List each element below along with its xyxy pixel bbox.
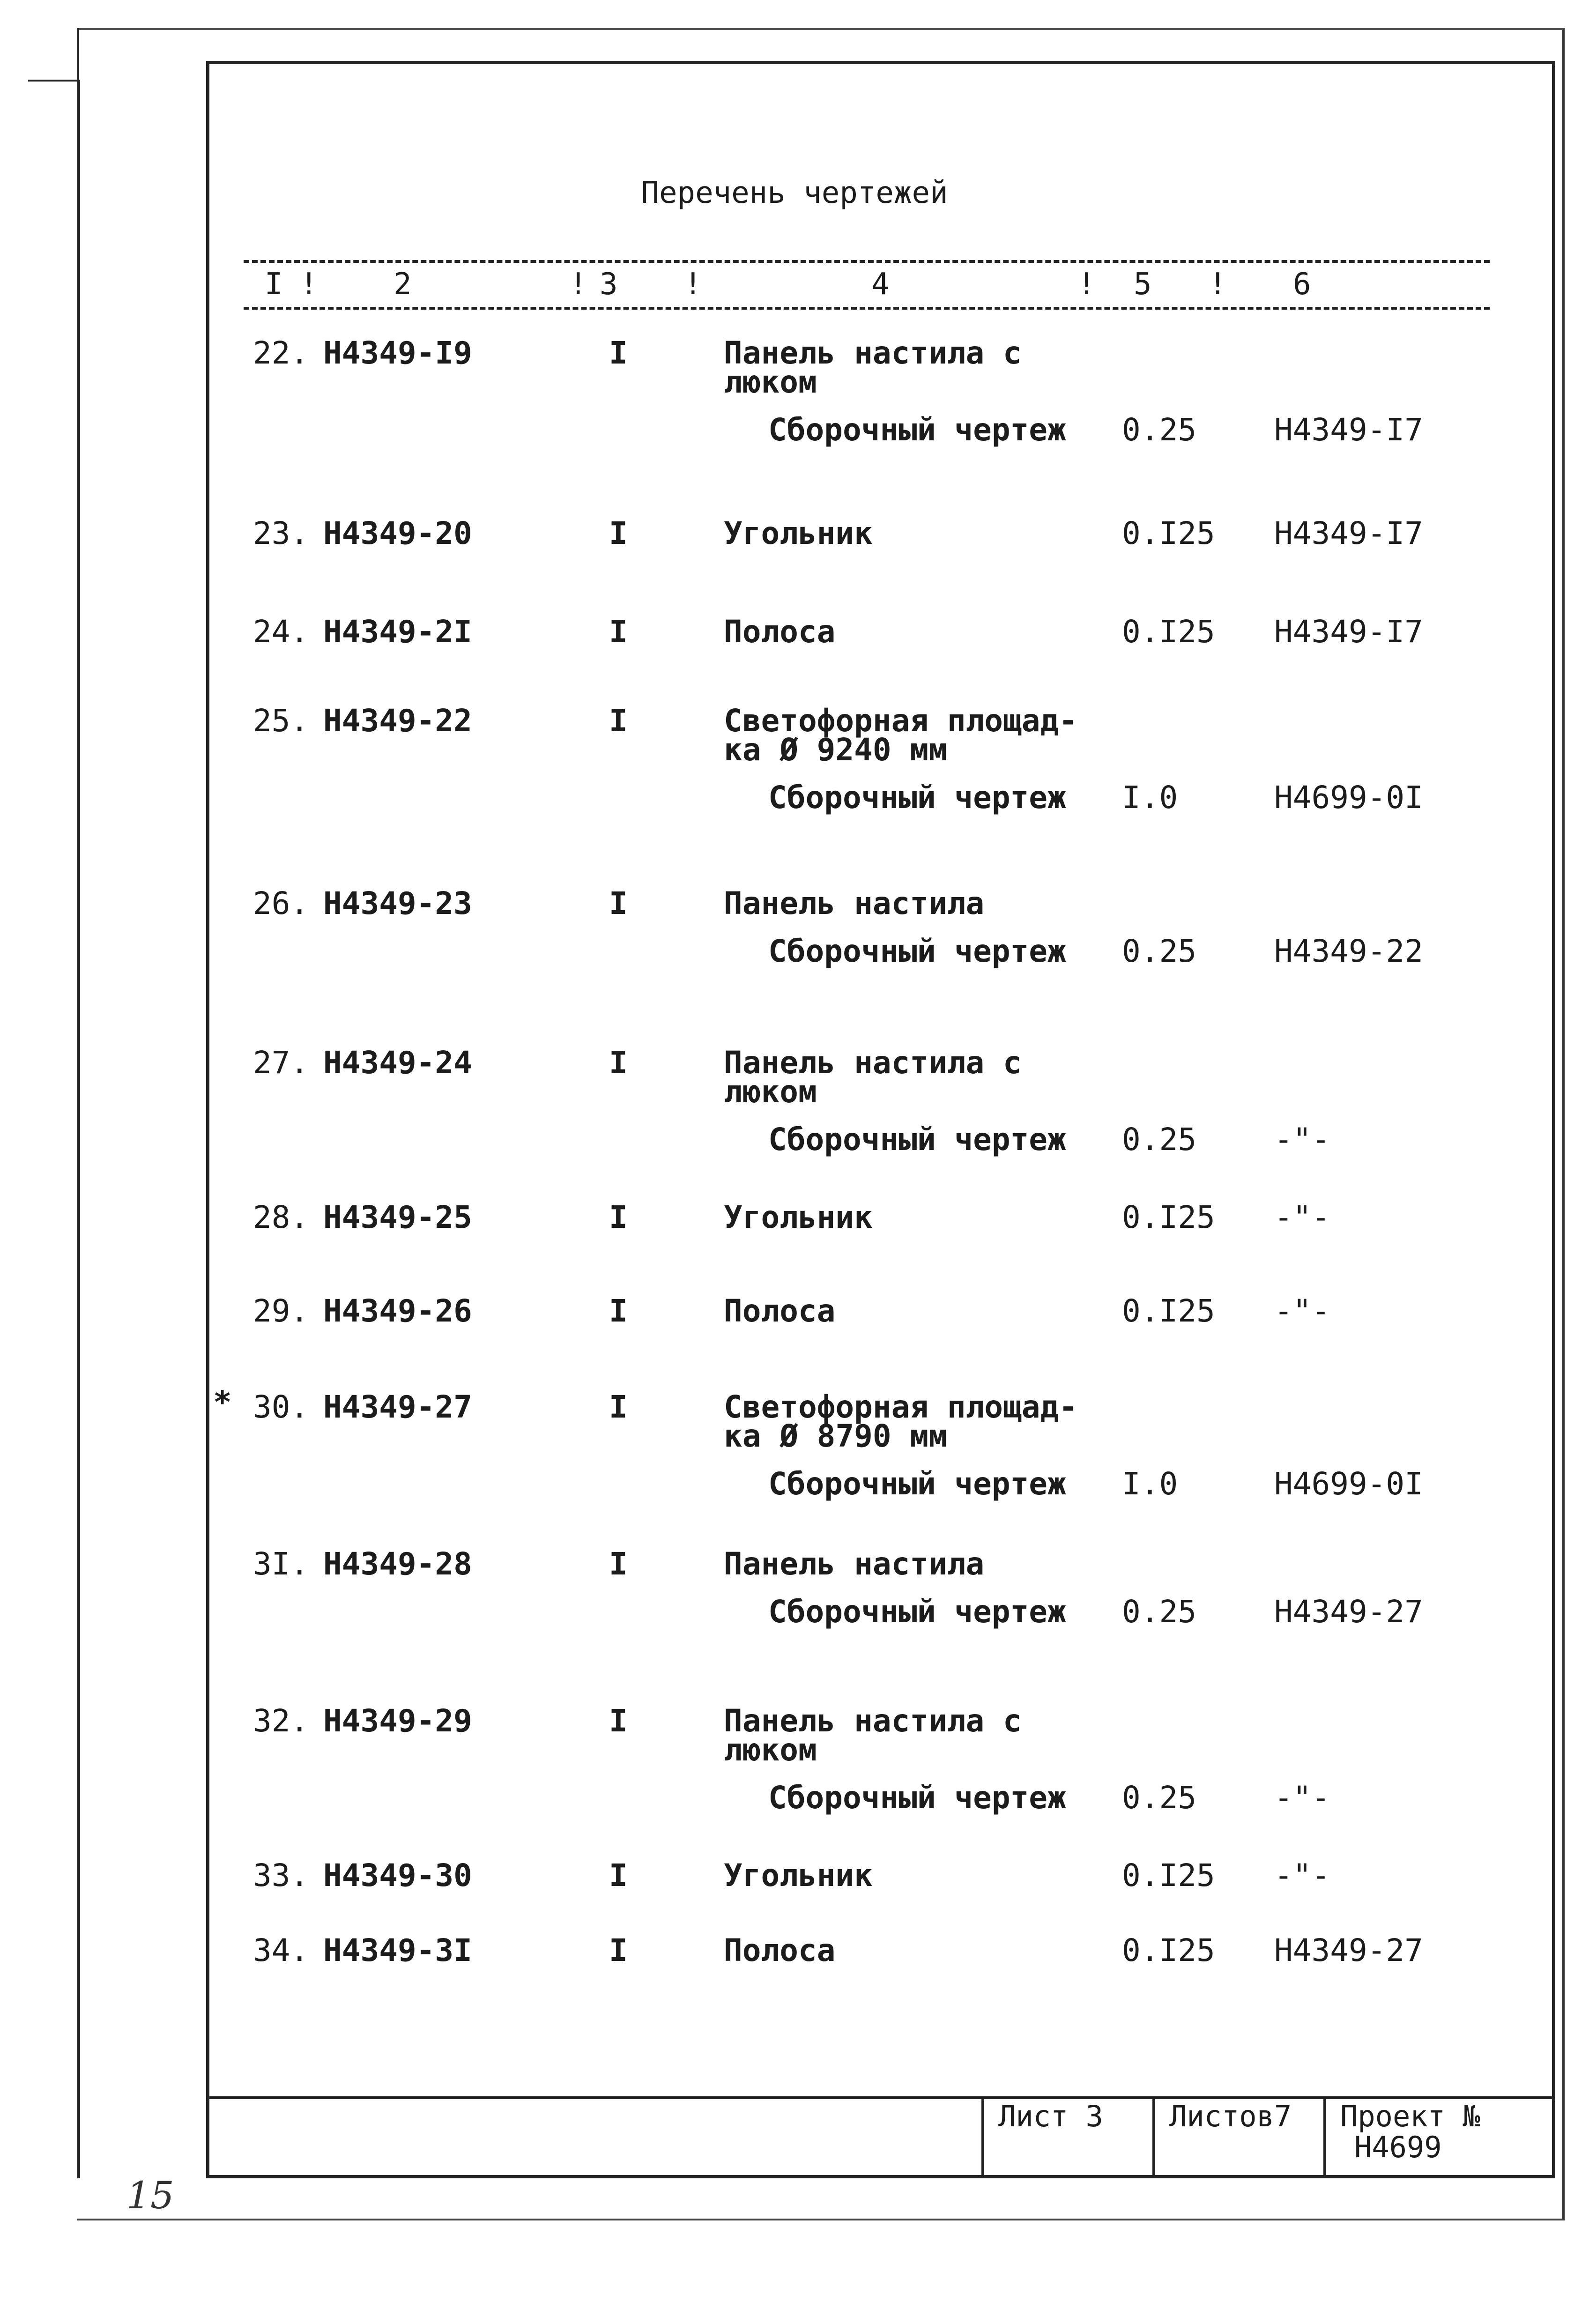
column-separator: ! — [569, 267, 587, 302]
row-number: 24. — [253, 614, 309, 650]
row-name-line: люком — [724, 1732, 817, 1768]
row-name-line: люком — [724, 1074, 817, 1110]
column-header-5: 5 — [1134, 267, 1152, 302]
row-drawing-code: Н4349-27 — [323, 1389, 472, 1425]
column-header-4: 4 — [871, 267, 890, 302]
row-name-line: Угольник — [724, 1857, 873, 1893]
row-drawing-code: Н4349-29 — [323, 1703, 472, 1739]
row-quantity: I — [609, 1389, 628, 1425]
corner-mark-vertical — [77, 28, 79, 80]
row-reference: Н4349-I7 — [1274, 412, 1423, 448]
row-name-line: Панель настила с — [724, 1703, 1022, 1739]
row-format-value: 0.25 — [1122, 1121, 1196, 1158]
row-number: 25. — [253, 703, 309, 739]
row-format-value: 0.25 — [1122, 412, 1196, 448]
row-number: 27. — [253, 1045, 309, 1081]
row-drawing-code: Н4349-25 — [323, 1199, 472, 1235]
row-number: 3I. — [253, 1546, 309, 1582]
row-quantity: I — [609, 1857, 628, 1893]
row-name-line: Угольник — [724, 1199, 873, 1235]
row-reference: Н4699-0I — [1274, 1466, 1423, 1502]
row-format-value: I.0 — [1122, 1466, 1178, 1502]
row-format-value: 0.25 — [1122, 1594, 1196, 1630]
header-dashed-bottom — [244, 307, 1490, 310]
row-format-value: 0.25 — [1122, 1780, 1196, 1816]
margin-handwritten-note: 15 — [126, 2174, 174, 2217]
row-quantity: I — [609, 1293, 628, 1329]
row-name-line: Сборочный чертеж — [768, 780, 1066, 816]
row-number: 23. — [253, 515, 309, 551]
column-separator: ! — [1077, 267, 1096, 302]
row-drawing-code: Н4349-24 — [323, 1045, 472, 1081]
sheets-total: Листов7 — [1169, 2099, 1292, 2133]
row-drawing-code: Н4349-30 — [323, 1857, 472, 1893]
row-name-line: Полоса — [724, 1932, 836, 1968]
row-number: 33. — [253, 1857, 309, 1893]
column-header-6: 6 — [1293, 267, 1311, 302]
row-quantity: I — [609, 1932, 628, 1968]
column-header-2: 2 — [394, 267, 412, 302]
row-quantity: I — [609, 885, 628, 921]
stamp-sheets-cell — [1152, 2096, 1326, 2176]
page-title: Перечень чертежей — [641, 176, 948, 210]
column-separator: ! — [684, 267, 702, 302]
row-reference: -"- — [1274, 1293, 1330, 1329]
row-name-line: ка Ø 8790 мм — [724, 1418, 947, 1454]
row-name-line: Сборочный чертеж — [768, 1594, 1066, 1630]
row-name-line: Угольник — [724, 515, 873, 551]
row-name-line: Панель настила с — [724, 1045, 1022, 1081]
row-name-line: Светофорная площад- — [724, 1389, 1077, 1425]
row-format-value: 0.25 — [1122, 933, 1196, 969]
row-quantity: I — [609, 335, 628, 371]
row-format-value: 0.I25 — [1122, 515, 1215, 551]
row-reference: -"- — [1274, 1857, 1330, 1893]
row-drawing-code: Н4349-3I — [323, 1932, 472, 1968]
row-drawing-code: Н4349-I9 — [323, 335, 472, 371]
row-name-line: Панель настила — [724, 885, 985, 921]
row-name-line: ка Ø 9240 мм — [724, 732, 947, 768]
row-reference: Н4699-0I — [1274, 780, 1423, 816]
row-drawing-code: Н4349-26 — [323, 1293, 472, 1329]
row-reference: -"- — [1274, 1121, 1330, 1158]
row-number: 22. — [253, 335, 309, 371]
row-quantity: I — [609, 515, 628, 551]
row-format-value: 0.I25 — [1122, 1199, 1215, 1235]
row-name-line: Полоса — [724, 1293, 836, 1329]
row-format-value: I.0 — [1122, 780, 1178, 816]
stamp-sheet-cell — [981, 2096, 1155, 2176]
row-reference: -"- — [1274, 1780, 1330, 1816]
project-code: Н4699 — [1354, 2130, 1442, 2164]
header-dashed-top — [244, 260, 1490, 263]
row-quantity: I — [609, 1546, 628, 1582]
row-drawing-code: Н4349-28 — [323, 1546, 472, 1582]
row-quantity: I — [609, 1045, 628, 1081]
column-separator: ! — [1209, 267, 1227, 302]
sheet-number: Лист 3 — [998, 2099, 1103, 2133]
row-name-line: Светофорная площад- — [724, 703, 1077, 739]
left-binding-line — [77, 80, 80, 2178]
row-number: 26. — [253, 885, 309, 921]
row-name-line: Сборочный чертеж — [768, 1121, 1066, 1158]
row-quantity: I — [609, 614, 628, 650]
row-name-line: Панель настила — [724, 1546, 985, 1582]
row-reference: Н4349-I7 — [1274, 614, 1423, 650]
column-header-3: 3 — [600, 267, 618, 302]
row-name-line: Сборочный чертеж — [768, 1466, 1066, 1502]
row-reference: Н4349-22 — [1274, 933, 1423, 969]
row-drawing-code: Н4349-23 — [323, 885, 472, 921]
row-drawing-code: Н4349-2I — [323, 614, 472, 650]
corner-mark — [28, 80, 80, 82]
row-number: 32. — [253, 1703, 309, 1739]
row-reference: Н4349-27 — [1274, 1594, 1423, 1630]
row-name-line: Полоса — [724, 614, 836, 650]
row-format-value: 0.I25 — [1122, 614, 1215, 650]
row-name-line: Сборочный чертеж — [768, 1780, 1066, 1816]
row-number: 30. — [253, 1389, 309, 1425]
stamp-project-cell — [1323, 2096, 1553, 2176]
row-drawing-code: Н4349-20 — [323, 515, 472, 551]
row-name-line: Панель настила с — [724, 335, 1022, 371]
row-format-value: 0.I25 — [1122, 1932, 1215, 1968]
row-format-value: 0.I25 — [1122, 1293, 1215, 1329]
row-name-line: Сборочный чертеж — [768, 933, 1066, 969]
row-reference: -"- — [1274, 1199, 1330, 1235]
row-quantity: I — [609, 1703, 628, 1739]
row-name-line: люком — [724, 364, 817, 400]
row-number: 34. — [253, 1932, 309, 1968]
row-number: 28. — [253, 1199, 309, 1235]
row-marker-asterisk: * — [213, 1384, 232, 1420]
row-name-line: Сборочный чертеж — [768, 412, 1066, 448]
row-reference: Н4349-27 — [1274, 1932, 1423, 1968]
row-number: 29. — [253, 1293, 309, 1329]
row-drawing-code: Н4349-22 — [323, 703, 472, 739]
project-label: Проект № — [1340, 2099, 1480, 2133]
column-header-1: I — [265, 267, 283, 302]
row-quantity: I — [609, 703, 628, 739]
row-quantity: I — [609, 1199, 628, 1235]
row-reference: Н4349-I7 — [1274, 515, 1423, 551]
column-separator: ! — [300, 267, 318, 302]
row-format-value: 0.I25 — [1122, 1857, 1215, 1893]
